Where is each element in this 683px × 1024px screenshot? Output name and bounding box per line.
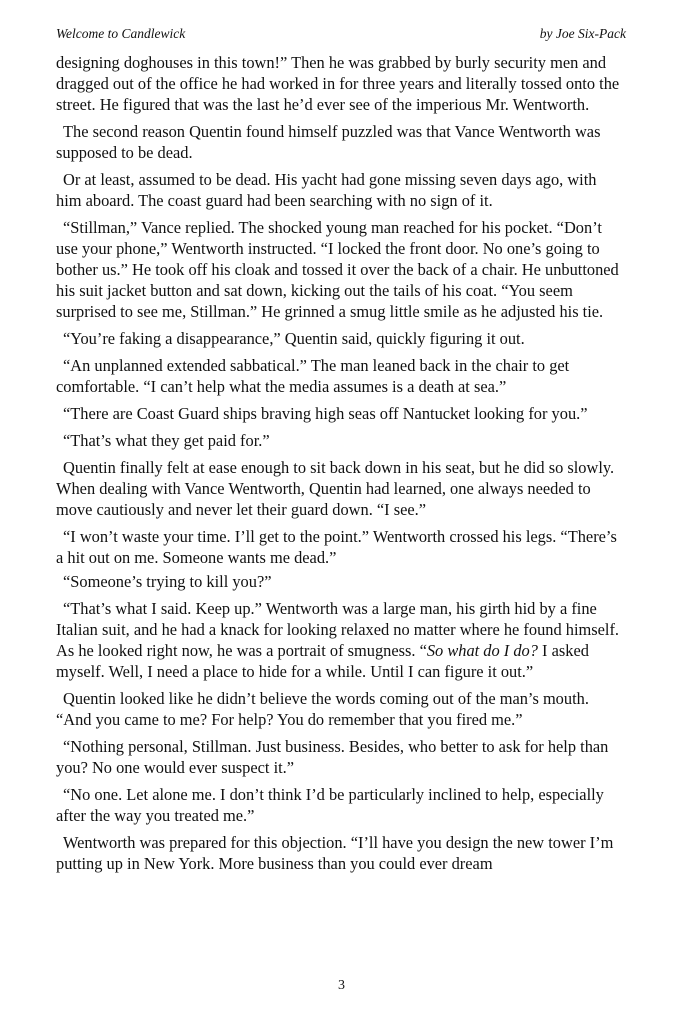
- paragraph-text: I asked myself. Well, I need a place to hide for a while. Until I can figure it out.”: [56, 641, 589, 681]
- book-title: Welcome to Candlewick: [56, 26, 186, 41]
- paragraph: “Someone’s trying to kill you?”: [63, 572, 272, 591]
- paragraph: “There are Coast Guard ships braving high seas off Nantucket looking for you.”: [63, 404, 588, 423]
- paragraph: “You’re faking a disappearance,” Quentin said, quickly figuring it out.: [63, 329, 525, 348]
- page-number: 3: [338, 978, 345, 993]
- paragraph: “I won’t waste your time. I’ll get to the point.” Wentworth crossed his legs. “There’s a hit out on me. Someone wants me dead.”: [56, 527, 617, 567]
- paragraph-text: “That’s what I said. Keep up.” Wentworth was a large man, his girth hid by a fine Italian suit, and he had a knack for looking relaxed no matter where he found himself. As he looked right now, he was a portrait of smugness. “: [56, 599, 620, 660]
- page-body: [56, 52, 626, 880]
- paragraph: Or at least, assumed to be dead. His yacht had gone missing seven days ago, with him aboard. The coast guard had been searching with no sign of it.: [56, 170, 597, 210]
- paragraph: “That’s what they get paid for.”: [63, 431, 270, 450]
- paragraph: “Stillman,” Vance replied. The shocked young man reached for his pocket. “Don’t use your phone,” Wentworth instructed. “I locked the front door. No one’s going to bother us.” He took off his cloak and tossed it over the back of a chair. He unbuttoned his suit jacket button and sat down, kicking out the tails of his coat. “You seem surprised to see me, Stillman.” He grinned a smug little smile as he adjusted his tie.: [56, 218, 619, 321]
- paragraph: designing doghouses in this town!” Then he was grabbed by burly security men and dragged out of the office he had worked in for three years and literally tossed onto the street. He figured that was the last he’d ever see of the imperious Mr. Wentworth.: [56, 53, 620, 114]
- paragraph: Quentin finally felt at ease enough to sit back down in his seat, but he did so slowly. When dealing with Vance Wentworth, Quentin had learned, one always needed to move cautiously and never let their guard down. “I see.”: [56, 458, 615, 519]
- paragraph: The second reason Quentin found himself puzzled was that Vance Wentworth was supposed to be dead.: [56, 122, 601, 162]
- author-byline: by Joe Six-Pack: [539, 26, 626, 41]
- paragraph: Quentin looked like he didn’t believe the words coming out of the man’s mouth. “And you came to me? For help? You do remember that you fired me.”: [56, 689, 589, 729]
- paragraph: “An unplanned extended sabbatical.” The man leaned back in the chair to get comfortable. “I can’t help what the media assumes is a death at sea.”: [56, 356, 570, 396]
- paragraph: “Nothing personal, Stillman. Just business. Besides, who better to ask for help than you? No one would ever suspect it.”: [56, 737, 609, 777]
- paragraph: [56, 598, 626, 682]
- paragraph: Wentworth was prepared for this objection. “I’ll have you design the new tower I’m putting up in New York. More business than you could ever dream: [56, 833, 614, 873]
- italic-thought: So what do I do?: [426, 641, 538, 660]
- running-header: [56, 26, 626, 42]
- paragraph: “No one. Let alone me. I don’t think I’d be particularly inclined to help, especially after the way you treated me.”: [56, 785, 604, 825]
